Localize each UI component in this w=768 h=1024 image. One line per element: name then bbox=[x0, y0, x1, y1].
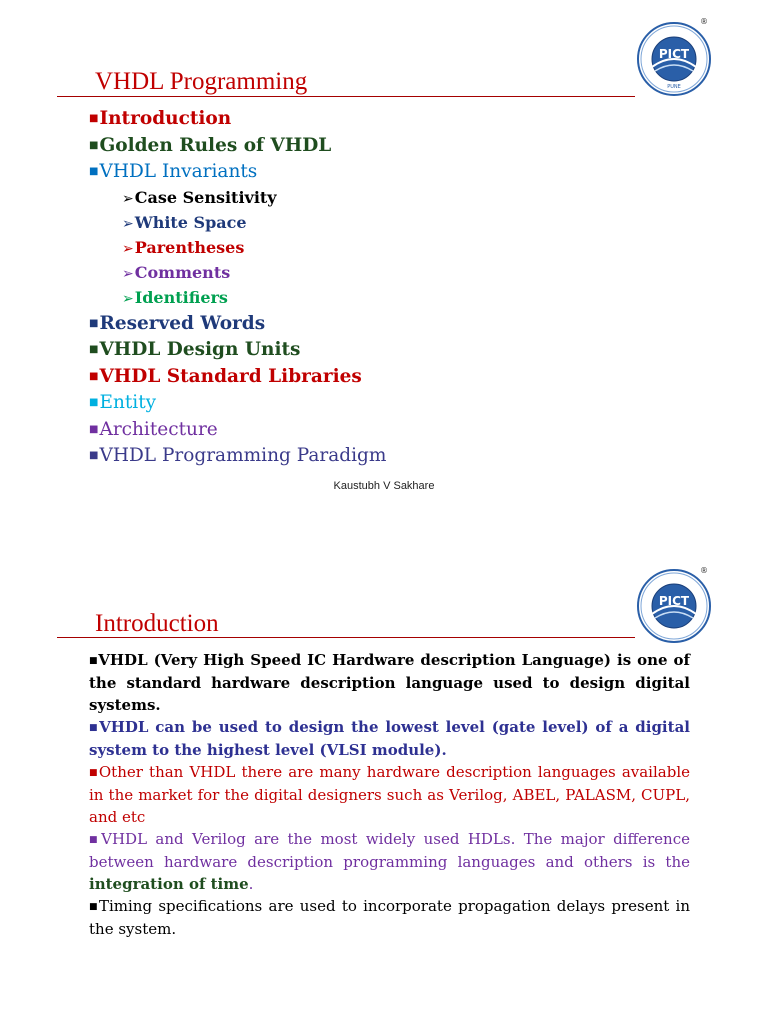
bullet-paragraph bbox=[89, 716, 690, 761]
topic-item bbox=[89, 133, 649, 160]
arrow-bullet-icon: ➢ bbox=[122, 215, 134, 232]
bullet-paragraph bbox=[89, 761, 690, 828]
topic-label: VHDL Invariants bbox=[99, 161, 258, 182]
topic-label: VHDL Programming Paradigm bbox=[99, 445, 387, 466]
slide-title: VHDL Programming bbox=[95, 68, 308, 95]
paragraph-tail: . bbox=[248, 875, 254, 893]
title-underline bbox=[57, 96, 635, 97]
topic-label: Introduction bbox=[99, 108, 232, 129]
topic-item bbox=[89, 364, 649, 391]
slide-title: Introduction bbox=[95, 610, 219, 637]
footer-author: Kaustubh V Sakhare bbox=[333, 480, 435, 492]
sub-topic-item bbox=[89, 211, 649, 236]
arrow-bullet-icon: ➢ bbox=[122, 265, 134, 282]
topic-label: Comments bbox=[134, 262, 231, 282]
square-bullet-icon: ■ bbox=[89, 344, 99, 355]
square-bullet-icon: ■ bbox=[89, 902, 99, 912]
topic-list bbox=[89, 106, 649, 470]
topic-item bbox=[89, 337, 649, 364]
topic-label: Architecture bbox=[99, 418, 218, 440]
svg-text:PUNE: PUNE bbox=[667, 84, 681, 90]
paragraph-text: VHDL can be used to design the lowest level (gate level) of a digital system to the highest level (VLSI module). bbox=[89, 718, 690, 759]
logo-text: PICT bbox=[658, 47, 690, 61]
square-bullet-icon: ■ bbox=[89, 656, 99, 666]
topic-item bbox=[89, 106, 649, 133]
square-bullet-icon: ■ bbox=[89, 723, 100, 733]
square-bullet-icon: ■ bbox=[89, 768, 99, 778]
square-bullet-icon: ■ bbox=[89, 423, 99, 435]
topic-label: Golden Rules of VHDL bbox=[99, 134, 332, 156]
arrow-bullet-icon: ➢ bbox=[122, 190, 134, 207]
title-underline bbox=[57, 637, 635, 638]
bullet-paragraph bbox=[89, 895, 690, 940]
topic-label: White Space bbox=[134, 212, 247, 232]
registered-mark: ® bbox=[700, 17, 708, 26]
bullet-paragraph bbox=[89, 649, 690, 716]
square-bullet-icon: ■ bbox=[89, 450, 99, 461]
sub-topic-item bbox=[89, 186, 649, 211]
paragraph-text: Other than VHDL there are many hardware description languages available in the market for the digital designers such as Verilog, ABEL, PALASM, CUPL, and etc bbox=[89, 763, 690, 826]
arrow-bullet-icon: ➢ bbox=[122, 290, 134, 307]
topic-label: Reserved Words bbox=[99, 312, 266, 334]
square-bullet-icon: ■ bbox=[89, 166, 99, 177]
square-bullet-icon: ■ bbox=[89, 113, 99, 124]
topic-item bbox=[89, 159, 649, 186]
sub-topic-item bbox=[89, 261, 649, 286]
registered-mark: ® bbox=[700, 566, 708, 575]
topic-item bbox=[89, 417, 649, 444]
paragraph-text: Timing specifications are used to incorporate propagation delays present in the system. bbox=[89, 897, 690, 938]
sub-topic-item bbox=[89, 236, 649, 261]
topic-label: Case Sensitivity bbox=[134, 187, 277, 207]
square-bullet-icon: ■ bbox=[89, 370, 99, 382]
topic-item bbox=[89, 311, 649, 338]
emphasis-text: integration of time bbox=[89, 875, 249, 893]
square-bullet-icon: ■ bbox=[89, 317, 99, 329]
topic-label: Identifiers bbox=[134, 287, 228, 307]
pict-logo-icon bbox=[636, 21, 712, 97]
topic-label: Entity bbox=[99, 392, 157, 413]
topic-item bbox=[89, 443, 649, 470]
bullet-paragraph bbox=[89, 828, 690, 895]
square-bullet-icon: ■ bbox=[89, 835, 102, 845]
topic-label: VHDL Standard Libraries bbox=[99, 365, 362, 387]
pict-logo-icon bbox=[636, 568, 712, 644]
intro-paragraphs bbox=[89, 649, 690, 940]
topic-label: VHDL Design Units bbox=[99, 339, 301, 360]
slide-2 bbox=[0, 512, 768, 1024]
topic-label: Parentheses bbox=[134, 237, 245, 257]
topic-item bbox=[89, 390, 649, 417]
square-bullet-icon: ■ bbox=[89, 397, 99, 408]
paragraph-text: VHDL (Very High Speed IC Hardware description Language) is one of the standard hardware description language used to design digital systems. bbox=[89, 651, 690, 714]
paragraph-text: VHDL and Verilog are the most widely used HDLs. The major difference between hardware description programming languages and others is the bbox=[89, 830, 690, 871]
square-bullet-icon: ■ bbox=[89, 139, 99, 151]
sub-topic-item bbox=[89, 286, 649, 311]
arrow-bullet-icon: ➢ bbox=[122, 240, 134, 257]
logo-text: PICT bbox=[658, 594, 690, 608]
